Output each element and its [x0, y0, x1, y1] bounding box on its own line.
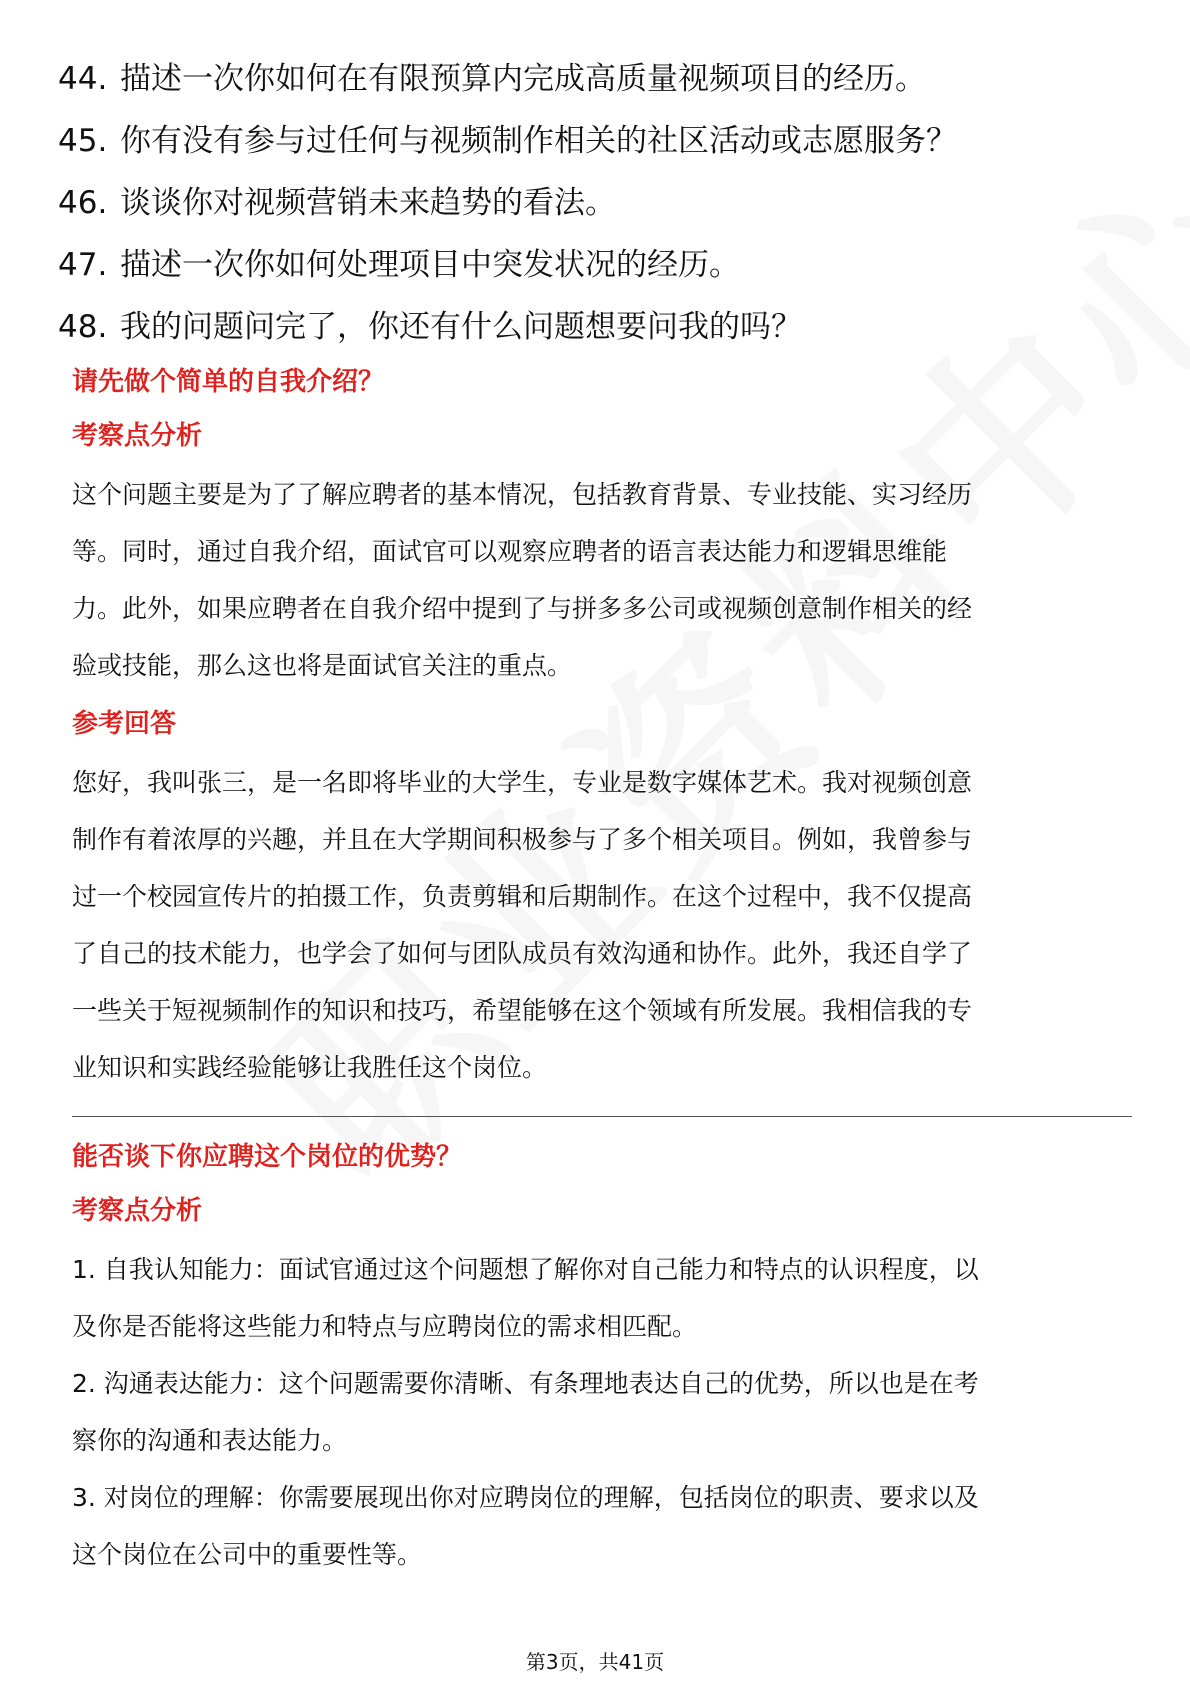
- question-item: [58, 110, 1138, 172]
- analysis-line: 3. 对岗位的理解：你需要展现出你对应聘岗位的理解，包括岗位的职责、要求以及: [72, 1483, 979, 1512]
- question-list: [58, 48, 1138, 358]
- analysis-line: 验或技能，那么这也将是面试官关注的重点。: [72, 651, 573, 680]
- section-title: 能否谈下你应聘这个岗位的优势？: [72, 1142, 463, 1172]
- question-item: [58, 296, 1138, 358]
- section-title: 请先做个简单的自我介绍？: [72, 367, 385, 397]
- analysis-line: 力。此外，如果应聘者在自我介绍中提到了与拼多多公司或视频创意制作相关的经: [72, 594, 973, 623]
- question-number: 47.: [58, 247, 108, 283]
- question-text: 谈谈你对视频营销未来趋势的看法。: [120, 185, 616, 221]
- question-number: 46.: [58, 185, 108, 221]
- analysis-line: 1. 自我认知能力：面试官通过这个问题想了解你对自己能力和特点的认识程度，以: [72, 1255, 979, 1284]
- question-text: 描述一次你如何在有限预算内完成高质量视频项目的经历。: [120, 61, 926, 97]
- page-number: 第3页，共41页: [525, 1650, 665, 1674]
- analysis-heading: 考察点分析: [72, 421, 203, 451]
- analysis-line: 这个岗位在公司中的重要性等。: [72, 1540, 423, 1569]
- section-advantages: [72, 1137, 1132, 1583]
- analysis-heading: 考察点分析: [72, 1196, 203, 1226]
- question-item: [58, 172, 1138, 234]
- answer-line: 制作有着浓厚的兴趣，并且在大学期间积极参与了多个相关项目。例如，我曾参与: [72, 825, 973, 854]
- answer-line: 您好，我叫张三，是一名即将毕业的大学生，专业是数字媒体艺术。我对视频创意: [72, 768, 973, 797]
- analysis-line: 这个问题主要是为了了解应聘者的基本情况，包括教育背景、专业技能、实习经历: [72, 480, 973, 509]
- analysis-line: 2. 沟通表达能力：这个问题需要你清晰、有条理地表达自己的优势，所以也是在考: [72, 1369, 979, 1398]
- question-number: 44.: [58, 61, 108, 97]
- answer-line: 一些关于短视频制作的知识和技巧，希望能够在这个领域有所发展。我相信我的专: [72, 996, 973, 1025]
- question-item: [58, 234, 1138, 296]
- question-text: 描述一次你如何处理项目中突发状况的经历。: [120, 247, 740, 283]
- answer-line: 了自己的技术能力，也学会了如何与团队成员有效沟通和协作。此外，我还自学了: [72, 939, 973, 968]
- question-text: 我的问题问完了，你还有什么问题想要问我的吗？: [120, 309, 802, 345]
- question-item: [58, 48, 1138, 110]
- analysis-line: 等。同时，通过自我介绍，面试官可以观察应聘者的语言表达能力和逻辑思维能: [72, 537, 948, 566]
- answer-line: 过一个校园宣传片的拍摄工作，负责剪辑和后期制作。在这个过程中，我不仅提高: [72, 882, 973, 911]
- question-number: 48.: [58, 309, 108, 345]
- question-number: 45.: [58, 123, 108, 159]
- analysis-line: 察你的沟通和表达能力。: [72, 1426, 348, 1455]
- section-self-intro: [72, 362, 1132, 1096]
- answer-line: 业知识和实践经验能够让我胜任这个岗位。: [72, 1053, 548, 1082]
- content-area: [72, 362, 1132, 1583]
- answer-heading: 参考回答: [72, 709, 177, 739]
- question-text: 你有没有参与过任何与视频制作相关的社区活动或志愿服务？: [120, 123, 957, 159]
- analysis-line: 及你是否能将这些能力和特点与应聘岗位的需求相匹配。: [72, 1312, 698, 1341]
